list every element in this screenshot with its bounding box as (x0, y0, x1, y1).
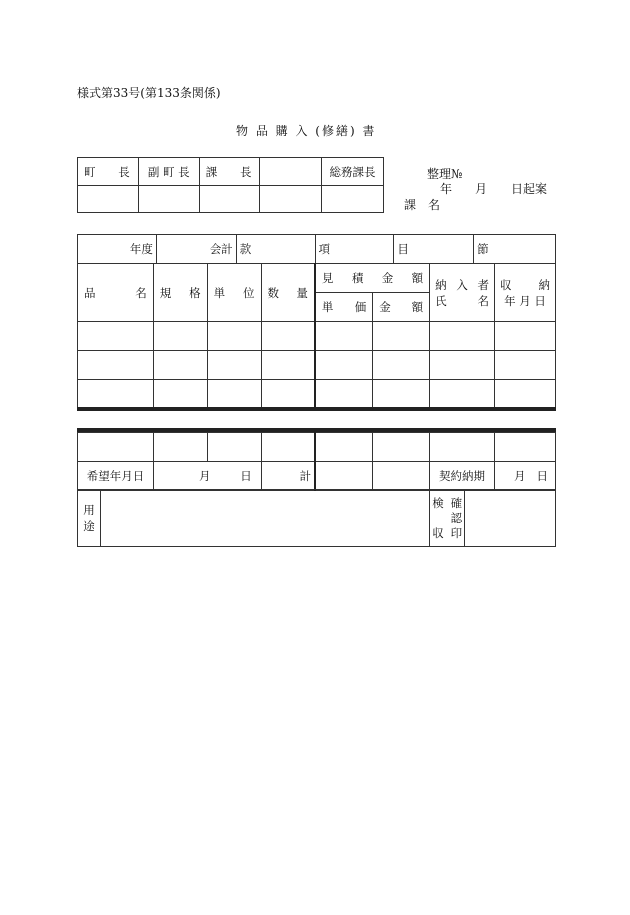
document-title: 物 品 購 入 (修繕) 書 (236, 124, 377, 138)
kou-cell[interactable] (315, 235, 394, 264)
stamp-box[interactable] (78, 186, 139, 213)
kou-label: 項 (318, 242, 330, 256)
kan-label: 款 (239, 242, 252, 256)
cell[interactable] (315, 351, 373, 380)
cell[interactable] (153, 433, 207, 462)
cell[interactable] (261, 380, 315, 409)
cell[interactable] (373, 433, 430, 462)
seiri-number-label: 整理№ (427, 167, 463, 181)
approval-header-kachou: 課 長 (199, 158, 260, 186)
youto-label: 用 途 (78, 490, 101, 547)
cell[interactable] (495, 433, 556, 462)
youto-field[interactable] (100, 490, 429, 547)
header-mitsumori: 見 積 金 額 (315, 264, 430, 293)
setsu-cell[interactable] (474, 235, 556, 264)
cell[interactable] (78, 433, 154, 462)
cell[interactable] (78, 322, 154, 351)
header-kingaku: 金 額 (373, 293, 430, 322)
cell[interactable] (495, 380, 556, 409)
cell[interactable] (495, 322, 556, 351)
cell[interactable] (373, 380, 430, 409)
cell[interactable] (207, 380, 261, 409)
stamp-box[interactable] (199, 186, 260, 213)
cell[interactable] (207, 322, 261, 351)
keiyaku-nouki-label: 契約納期 (430, 462, 495, 491)
kibou-date-cell[interactable] (153, 462, 261, 491)
cell[interactable] (495, 351, 556, 380)
cell[interactable] (315, 322, 373, 351)
cell[interactable] (430, 380, 495, 409)
kibou-nengappi-label: 希望年月日 (78, 462, 154, 491)
kibou-day: 日 (240, 469, 252, 483)
header-nounyusha: 納 入 者 氏 名 (430, 264, 495, 322)
approval-stamp-table (77, 157, 384, 213)
keiyaku-day: 日 (536, 469, 548, 483)
cell[interactable] (153, 351, 207, 380)
setsu-label: 節 (477, 242, 489, 256)
cell[interactable] (261, 351, 315, 380)
cell[interactable] (153, 380, 207, 409)
approval-header-blank (260, 158, 322, 186)
break-line-top (77, 409, 556, 411)
cell[interactable] (430, 322, 495, 351)
kaikei-cell[interactable] (156, 235, 236, 264)
stamp-box[interactable] (138, 186, 199, 213)
header-tanka: 単 価 (315, 293, 373, 322)
moku-label: 目 (397, 242, 409, 256)
kenshu-stamp-box[interactable] (465, 490, 556, 547)
header-kikaku: 規 格 (153, 264, 207, 322)
cell[interactable] (373, 351, 430, 380)
header-hinmei: 品 名 (78, 264, 154, 322)
total-kingaku-cell[interactable] (373, 462, 430, 491)
stamp-box[interactable] (260, 186, 322, 213)
total-tanka-cell[interactable] (315, 462, 373, 491)
cell[interactable] (430, 433, 495, 462)
purpose-table (77, 489, 556, 547)
cell[interactable] (153, 322, 207, 351)
draft-date-year: 年 (440, 182, 453, 196)
table-row (78, 433, 556, 462)
cell[interactable] (315, 433, 373, 462)
header-tani: 単 位 (207, 264, 261, 322)
lower-table (77, 432, 556, 491)
table-row (78, 380, 556, 409)
section-name-ka: 課 (404, 198, 417, 212)
approval-header-soumu: 総務課長 (322, 158, 384, 186)
table-row (78, 322, 556, 351)
header-shuno: 収 納 年 月 日 (495, 264, 556, 322)
nendo-label: 年度 (129, 242, 153, 256)
cell[interactable] (315, 380, 373, 409)
table-row (78, 351, 556, 380)
stamp-box[interactable] (322, 186, 384, 213)
nendo-cell[interactable] (78, 235, 157, 264)
total-label: 計 (261, 462, 315, 491)
cell[interactable] (207, 433, 261, 462)
kibou-month: 月 (198, 469, 211, 483)
header-suryo: 数 量 (261, 264, 315, 322)
cell[interactable] (261, 433, 315, 462)
draft-date-day: 日起案 (511, 182, 548, 196)
cell[interactable] (78, 380, 154, 409)
budget-row-table (77, 234, 556, 264)
draft-date-month: 月 (475, 182, 488, 196)
form-number: 様式第33号(第133条関係) (77, 86, 221, 100)
approval-header-chou: 町 長 (78, 158, 139, 186)
kaikei-label: 会計 (209, 242, 233, 256)
cell[interactable] (261, 322, 315, 351)
kenshu-label: 検 確 認 収 印 (430, 490, 465, 547)
cell[interactable] (207, 351, 261, 380)
items-table (77, 263, 556, 409)
section-name-mei: 名 (428, 198, 441, 212)
moku-cell[interactable] (394, 235, 474, 264)
approval-header-fukuchou: 副 町 長 (138, 158, 199, 186)
cell[interactable] (373, 322, 430, 351)
keiyaku-date-cell[interactable] (495, 462, 556, 491)
cell[interactable] (430, 351, 495, 380)
kan-cell[interactable] (236, 235, 315, 264)
cell[interactable] (78, 351, 154, 380)
keiyaku-month: 月 (514, 469, 526, 483)
